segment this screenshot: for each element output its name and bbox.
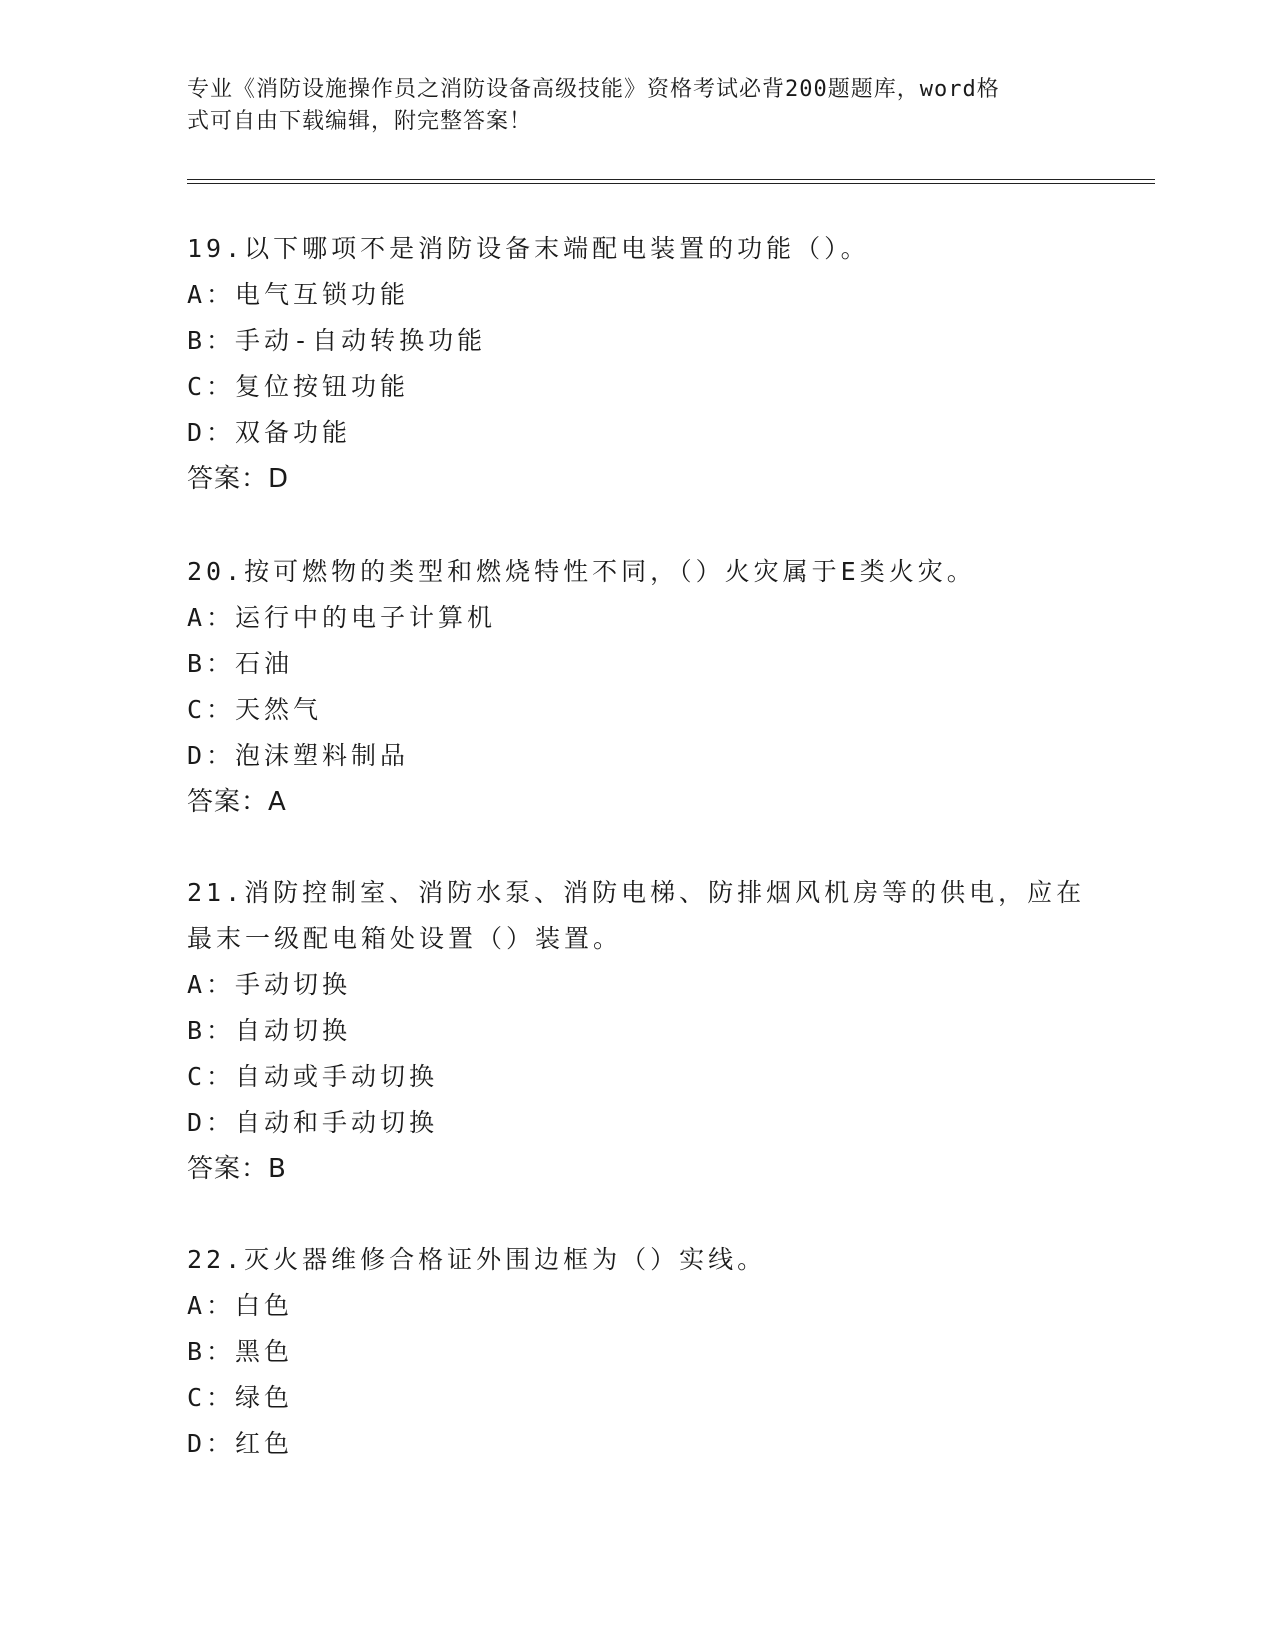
option-b: B：黑色 bbox=[187, 1337, 294, 1366]
option-a: A：电气互锁功能 bbox=[187, 280, 410, 309]
question-stem: 20.按可燃物的类型和燃烧特性不同，（）火灾属于E类火灾。 bbox=[187, 557, 976, 586]
question-stem: 21.消防控制室、消防水泵、消防电梯、防排烟风机房等的供电，应在最末一级配电箱处设置（）装置。 bbox=[187, 878, 1086, 953]
header-line-1: 专业《消防设施操作员之消防设备高级技能》资格考试必背200题题库，word格 bbox=[187, 77, 1000, 102]
question-20 bbox=[187, 549, 1087, 825]
question-19 bbox=[187, 226, 1087, 502]
question-stem: 22.灭火器维修合格证外围边框为（）实线。 bbox=[187, 1245, 767, 1274]
option-a: A：运行中的电子计算机 bbox=[187, 603, 497, 632]
option-b: B：手动-自动转换功能 bbox=[187, 326, 487, 355]
option-a: A：手动切换 bbox=[187, 970, 352, 999]
option-c: C：复位按钮功能 bbox=[187, 372, 410, 401]
option-d: D：自动和手动切换 bbox=[187, 1108, 439, 1137]
option-d: D：泡沫塑料制品 bbox=[187, 741, 410, 770]
header-divider-bottom bbox=[187, 183, 1155, 184]
question-stem: 19.以下哪项不是消防设备末端配电装置的功能（）。 bbox=[187, 234, 870, 263]
answer-line: 答案：D bbox=[187, 464, 290, 494]
option-c: C：自动或手动切换 bbox=[187, 1062, 439, 1091]
answer-line: 答案：B bbox=[187, 1154, 287, 1184]
option-d: D：双备功能 bbox=[187, 418, 352, 447]
header-line-2: 式可自由下载编辑，附完整答案！ bbox=[187, 109, 533, 134]
option-a: A：白色 bbox=[187, 1291, 294, 1320]
document-header bbox=[187, 74, 1067, 138]
answer-line: 答案：A bbox=[187, 787, 287, 817]
header-divider-top bbox=[187, 179, 1155, 180]
option-b: B：自动切换 bbox=[187, 1016, 352, 1045]
question-21 bbox=[187, 870, 1087, 1192]
question-22 bbox=[187, 1237, 1087, 1467]
option-b: B：石油 bbox=[187, 649, 294, 678]
option-c: C：绿色 bbox=[187, 1383, 294, 1412]
option-d: D：红色 bbox=[187, 1429, 294, 1458]
option-c: C：天然气 bbox=[187, 695, 323, 724]
